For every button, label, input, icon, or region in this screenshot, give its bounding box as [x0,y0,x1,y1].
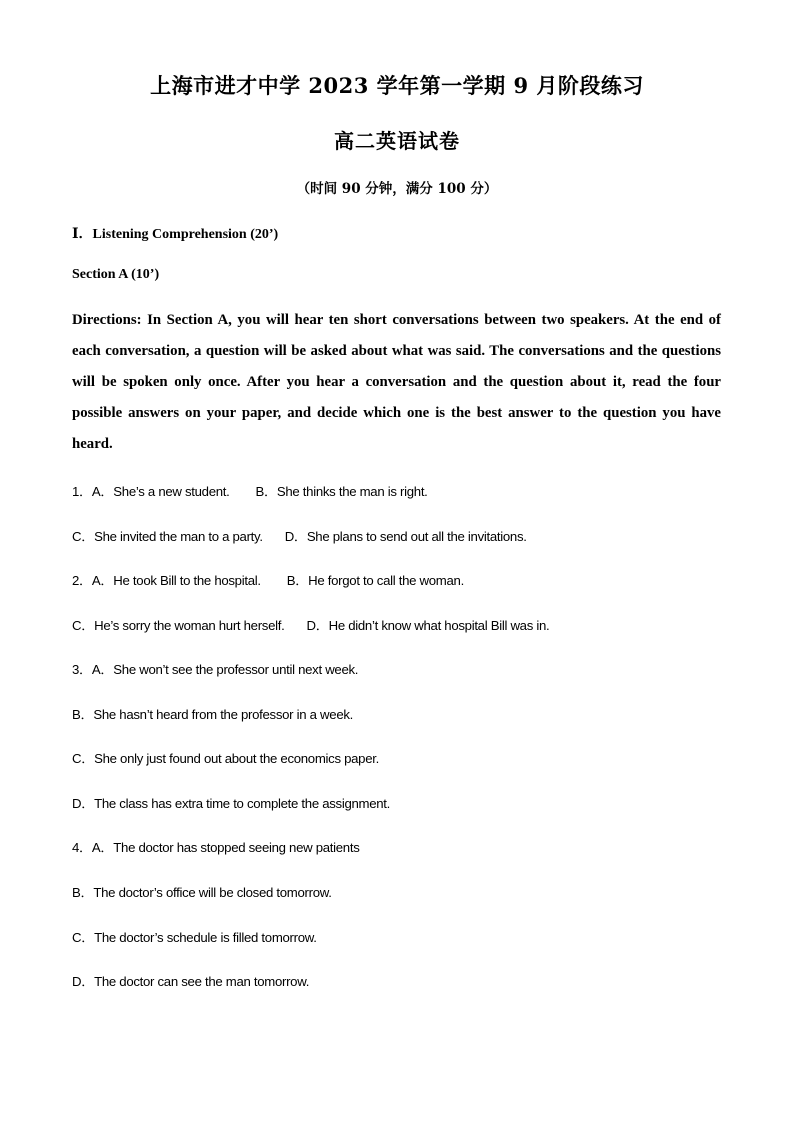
exam-subtitle: 高二英语试卷 [334,129,460,153]
question-2-row-2 [72,615,549,634]
option-3b: B．She hasn’t heard from the professor in a week. [72,707,354,722]
option-2a: 2．A．He took Bill to the hospital. [72,573,261,588]
section-a-directions: Directions: In Section A, you will hear ten short conversations between two speakers. At the end of each conversation, a question will be asked about what was said. The conversations and the questions will be spoken only once. After you hear a conversation and the question about it, read the four possible answers on your paper, and decide which one is the best answer to the question you have heard. [72,312,721,452]
option-1b: B．She thinks the man is right. [255,484,428,499]
part-heading-listening: Ⅰ．Listening Comprehension (20’) [72,227,279,242]
option-3c: C．She only just found out about the economics paper. [72,751,379,766]
question-2-row-1 [72,570,464,589]
option-4a: 4．A．The doctor has stopped seeing new patients [72,840,360,855]
option-2c: C．He’s sorry the woman hurt herself. [72,618,285,633]
option-2d: D．He didn’t know what hospital Bill was in. [306,618,550,633]
option-1d: D．She plans to send out all the invitations. [284,529,527,544]
question-1-row-1 [72,481,428,500]
option-3a: 3．A．She won’t see the professor until next week. [72,662,359,677]
option-1c: C．She invited the man to a party. [72,529,263,544]
option-2b: B．He forgot to call the woman. [286,573,464,588]
question-1-row-2 [72,526,527,545]
exam-time-note: （时间 90 分钟，满分 100 分） [296,181,498,197]
option-4c: C．The doctor’s schedule is filled tomorrow. [72,930,317,945]
option-4d: D．The doctor can see the man tomorrow. [72,974,310,989]
option-4b: B．The doctor’s office will be closed tomorrow. [72,885,332,900]
option-1a: 1．A．She’s a new student. [72,484,230,499]
section-a-heading: Section A (10’) [72,267,160,282]
option-3d: D．The class has extra time to complete the assignment. [72,796,391,811]
exam-title: 上海市进才中学 2023 学年第一学期 9 月阶段练习 [150,73,644,98]
